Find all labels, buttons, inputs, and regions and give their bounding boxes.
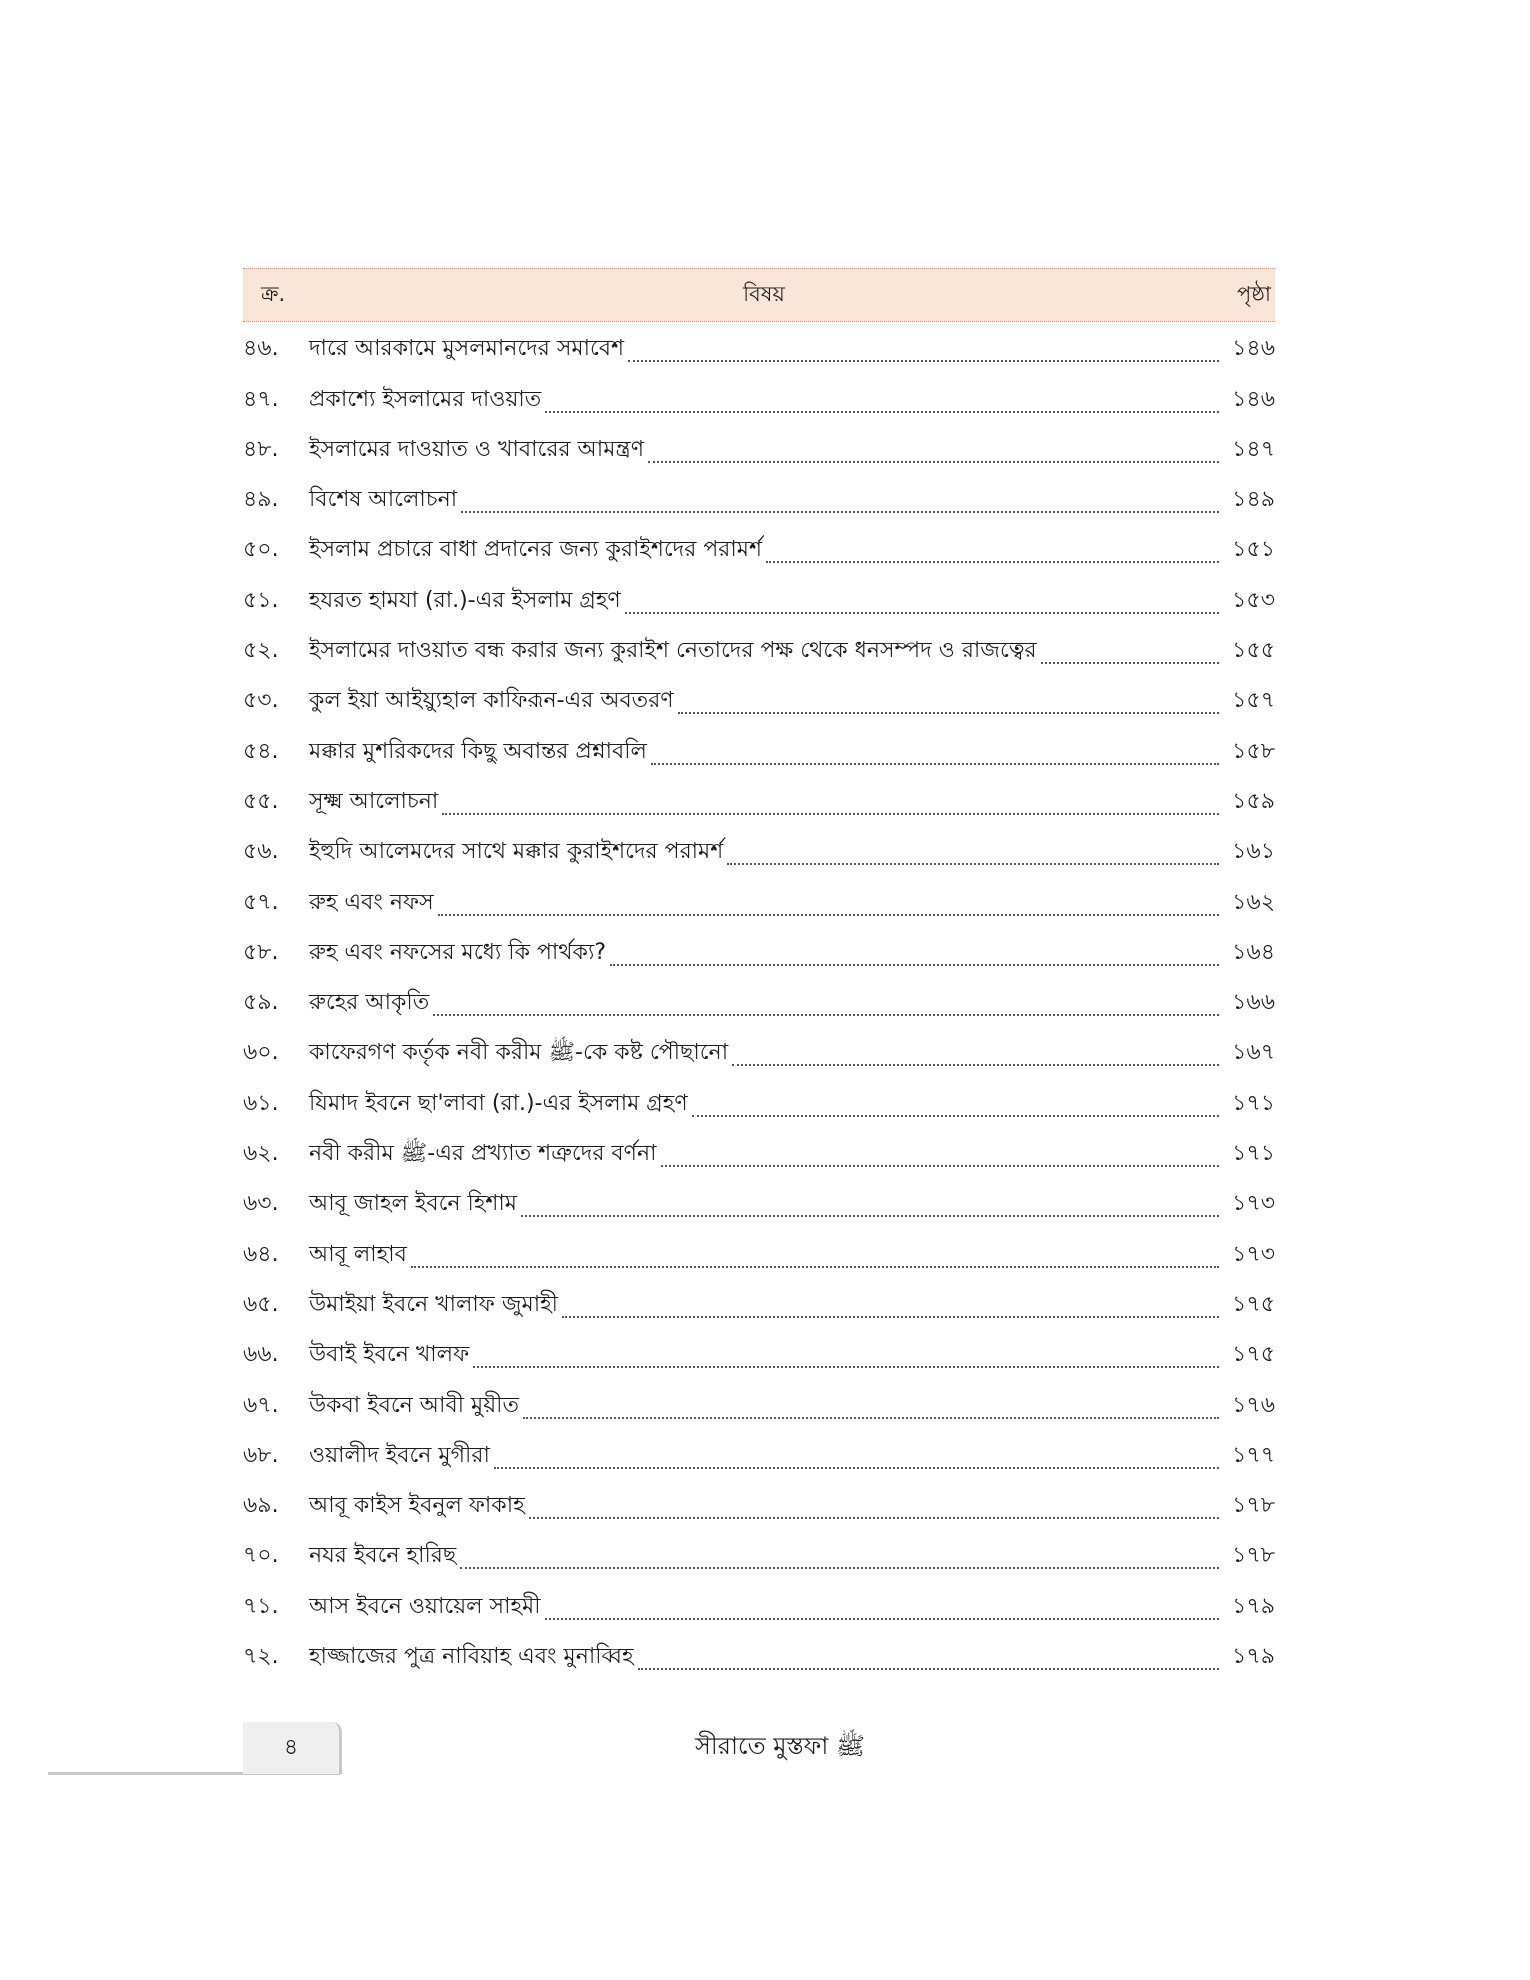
toc-rows: [243, 322, 1275, 1680]
toc-row-number: ৬৪.: [243, 1241, 279, 1267]
toc-row-topic-wrap: [309, 482, 1223, 519]
toc-row-page: ১৬২: [1232, 889, 1275, 915]
header-number: ক্র.: [261, 281, 286, 306]
dot-leader: [438, 914, 1219, 916]
toc-row-number: ৬২.: [243, 1141, 279, 1167]
toc-row: [243, 1579, 1275, 1629]
toc-row: [243, 1227, 1275, 1277]
toc-row-page: ১৭৭: [1232, 1442, 1275, 1468]
toc-row-page: ১৫৯: [1232, 788, 1275, 814]
toc-row-number: ৫৬.: [243, 839, 279, 865]
toc-row-topic-wrap: [309, 382, 1223, 419]
toc-row-topic: হাজ্জাজের পুত্র নাবিয়াহ এবং মুনাব্বিহ: [309, 1644, 634, 1670]
dot-leader: [473, 1366, 1219, 1368]
toc-row-topic: আবূ জাহল ইবনে হিশাম: [309, 1191, 518, 1217]
toc-row-page: ১৭৫: [1232, 1291, 1275, 1317]
toc-row-number: ৬৭.: [243, 1392, 279, 1418]
toc-row-topic: নবী করীম ﷺ-এর প্রখ্যাত শত্রুদের বর্ণনা: [309, 1141, 657, 1167]
toc-row-page: ১৫৫: [1232, 638, 1275, 664]
toc-row-topic-wrap: [309, 1589, 1223, 1626]
toc-row: [243, 1328, 1275, 1378]
toc-row-topic-wrap: [309, 1186, 1223, 1223]
dot-leader: [461, 511, 1219, 513]
toc-row: [243, 926, 1275, 976]
toc-row-topic: ওয়ালীদ ইবনে মুগীরা: [309, 1442, 490, 1468]
toc-row-topic-wrap: [309, 633, 1223, 670]
toc-row-number: ৬৬.: [243, 1342, 279, 1368]
toc-row: [243, 674, 1275, 724]
toc-row-topic: আস ইবনে ওয়ায়েল সাহমী: [309, 1593, 541, 1619]
dot-leader: [638, 1668, 1219, 1670]
toc-row-topic: রুহ এবং নফসের মধ্যে কি পার্থক্য?: [309, 939, 606, 965]
toc-row-page: ১৪৬: [1232, 386, 1275, 412]
toc-row-page: ১৪৭: [1232, 436, 1275, 462]
toc-row-number: ৫৭.: [243, 889, 279, 915]
toc-row-topic: রুহ এবং নফস: [309, 889, 434, 915]
toc-row-topic-wrap: [309, 683, 1223, 720]
toc-row: [243, 473, 1275, 523]
toc-row: [243, 875, 1275, 925]
toc-row-page: ১৪৯: [1232, 487, 1275, 513]
toc-row-topic: প্রকাশ্যে ইসলামের দাওয়াত: [309, 386, 542, 412]
toc-row-topic-wrap: [309, 331, 1223, 368]
toc-row-topic-wrap: [309, 432, 1223, 469]
dot-leader: [545, 411, 1219, 413]
toc-row-topic-wrap: [309, 834, 1223, 871]
toc-row-topic-wrap: [309, 1538, 1223, 1575]
toc-row-topic: ইহুদি আলেমদের সাথে মক্কার কুরাইশদের পরামর্শ: [309, 839, 724, 865]
toc-row: [243, 1429, 1275, 1479]
toc-row-page: ১৭১: [1232, 1090, 1275, 1116]
toc-row-topic-wrap: [309, 1287, 1223, 1324]
toc-row-number: ৬৫.: [243, 1291, 279, 1317]
toc-row-topic-wrap: [309, 1488, 1223, 1525]
toc-row-number: ৫৫.: [243, 788, 279, 814]
toc-row-number: ৬০.: [243, 1040, 279, 1066]
toc-row-topic: বিশেষ আলোচনা: [309, 487, 458, 513]
toc-row-page: ১৭৩: [1232, 1241, 1275, 1267]
dot-leader: [678, 712, 1219, 714]
dot-leader: [610, 964, 1219, 966]
dot-leader: [625, 612, 1219, 614]
toc-row-page: ১৪৬: [1232, 336, 1275, 362]
dot-leader: [442, 813, 1219, 815]
toc-row-number: ৭০.: [243, 1543, 279, 1569]
dot-leader: [523, 1417, 1219, 1419]
toc-header: [243, 268, 1275, 322]
dot-leader: [648, 461, 1219, 463]
toc-row-topic-wrap: [309, 532, 1223, 569]
book-title: সীরাতে মুস্তফা ﷺ: [695, 1732, 865, 1760]
toc-row-number: ৪৮.: [243, 436, 279, 462]
toc-row-page: ১৭৮: [1232, 1543, 1275, 1569]
toc-row-topic: ইসলামের দাওয়াত বন্ধ করার জন্য কুরাইশ নেতাদের পক্ষ থেকে ধনসম্পদ ও রাজত্বের: [309, 638, 1037, 664]
toc-row-topic-wrap: [309, 583, 1223, 620]
toc-row-topic: যিমাদ ইবনে ছা'লাবা (রা.)-এর ইসলাম গ্রহণ: [309, 1090, 688, 1116]
toc-row-number: ৪৯.: [243, 487, 279, 513]
toc-row-topic-wrap: [309, 1086, 1223, 1123]
toc-row: [243, 724, 1275, 774]
dot-leader: [727, 863, 1219, 865]
toc-row-topic-wrap: [309, 1136, 1223, 1173]
toc-row-number: ৫২.: [243, 638, 279, 664]
toc-row-page: ১৭১: [1232, 1141, 1275, 1167]
toc-row-page: ১৬৪: [1232, 939, 1275, 965]
toc-row-page: ১৫৭: [1232, 688, 1275, 714]
toc-row-page: ১৭৫: [1232, 1342, 1275, 1368]
toc-row-page: ১৫১: [1232, 537, 1275, 563]
toc-row: [243, 1026, 1275, 1076]
dot-leader: [529, 1517, 1219, 1519]
toc-row-number: ৫০.: [243, 537, 279, 563]
toc-row-topic-wrap: [309, 734, 1223, 771]
dot-leader: [411, 1266, 1219, 1268]
toc-row-topic: ইসলামের দাওয়াত ও খাবারের আমন্ত্রণ: [309, 436, 644, 462]
toc-row-number: ৭১.: [243, 1593, 279, 1619]
toc-row: [243, 573, 1275, 623]
table-of-contents: [243, 268, 1275, 1680]
toc-row: [243, 423, 1275, 473]
toc-row-topic: উকবা ইবনে আবী মুয়ীত: [309, 1392, 519, 1418]
dot-leader: [521, 1215, 1219, 1217]
toc-row-topic-wrap: [309, 1639, 1223, 1676]
toc-row-topic-wrap: [309, 885, 1223, 922]
toc-row-number: ৭২.: [243, 1644, 279, 1670]
dot-leader: [766, 561, 1219, 563]
toc-row-page: ১৬৭: [1232, 1040, 1275, 1066]
toc-row-number: ৫৪.: [243, 738, 279, 764]
toc-row-topic: মক্কার মুশরিকদের কিছু অবান্তর প্রশ্নাবলি: [309, 738, 647, 764]
toc-row: [243, 1378, 1275, 1428]
toc-row-page: ১৬৬: [1232, 990, 1275, 1016]
toc-row-number: ৪৬.: [243, 336, 279, 362]
toc-row-number: ৫১.: [243, 587, 279, 613]
toc-row: [243, 1076, 1275, 1126]
toc-row-number: ৬৩.: [243, 1191, 279, 1217]
toc-row-page: ১৭৮: [1232, 1493, 1275, 1519]
toc-row: [243, 1529, 1275, 1579]
toc-row-topic: হযরত হামযা (রা.)-এর ইসলাম গ্রহণ: [309, 587, 621, 613]
toc-row: [243, 1278, 1275, 1328]
toc-row-page: ১৭৯: [1232, 1593, 1275, 1619]
toc-row: [243, 1127, 1275, 1177]
toc-row-page: ১৬১: [1232, 839, 1275, 865]
toc-row-page: ১৫৩: [1232, 587, 1275, 613]
toc-row-topic: উমাইয়া ইবনে খালাফ জুমাহী: [309, 1291, 558, 1317]
toc-row: [243, 523, 1275, 573]
toc-row: [243, 1177, 1275, 1227]
header-page: পৃষ্ঠা: [1236, 281, 1271, 306]
page-number-tab: [243, 1722, 342, 1774]
toc-row: [243, 322, 1275, 372]
header-topic: বিষয়: [743, 281, 785, 306]
toc-row-topic: আবূ লাহাব: [309, 1241, 407, 1267]
toc-row: [243, 1630, 1275, 1680]
toc-row-number: ৪৭.: [243, 386, 279, 412]
toc-row-number: ৬৮.: [243, 1442, 279, 1468]
toc-row-page: ১৭৯: [1232, 1644, 1275, 1670]
toc-row-page: ১৫৮: [1232, 738, 1275, 764]
toc-row-topic-wrap: [309, 1438, 1223, 1475]
dot-leader: [1041, 662, 1219, 664]
toc-row-number: ৫৯.: [243, 990, 279, 1016]
dot-leader: [460, 1567, 1219, 1569]
toc-row: [243, 1479, 1275, 1529]
toc-row: [243, 624, 1275, 674]
toc-row-topic-wrap: [309, 985, 1223, 1022]
toc-row-number: ৫৩.: [243, 688, 279, 714]
dot-leader: [692, 1115, 1219, 1117]
toc-row-topic-wrap: [309, 1337, 1223, 1374]
dot-leader: [628, 360, 1219, 362]
toc-row-topic-wrap: [309, 935, 1223, 972]
toc-row-page: ১৭৩: [1232, 1191, 1275, 1217]
toc-row-topic: রুহের আকৃতি: [309, 990, 430, 1016]
toc-row-topic: কুল ইয়া আইয়্যুহাল কাফিরূন-এর অবতরণ: [309, 688, 674, 714]
toc-row-topic: কাফেরগণ কর্তৃক নবী করীম ﷺ-কে কষ্ট পৌছানো: [309, 1040, 729, 1066]
toc-row: [243, 825, 1275, 875]
toc-row-topic-wrap: [309, 1035, 1223, 1072]
toc-row-number: ৬৯.: [243, 1493, 279, 1519]
dot-leader: [562, 1316, 1219, 1318]
toc-row: [243, 372, 1275, 422]
toc-row-topic-wrap: [309, 784, 1223, 821]
toc-row-topic: উবাই ইবনে খালফ: [309, 1342, 470, 1368]
toc-row-topic: নযর ইবনে হারিছ: [309, 1543, 457, 1569]
toc-row-number: ৬১.: [243, 1090, 279, 1116]
toc-row: [243, 775, 1275, 825]
dot-leader: [732, 1064, 1219, 1066]
dot-leader: [651, 763, 1219, 765]
page-number: ৪: [283, 1734, 299, 1760]
toc-row-topic: আবূ কাইস ইবনুল ফাকাহ: [309, 1493, 525, 1519]
dot-leader: [661, 1165, 1220, 1167]
toc-row-page: ১৭৬: [1232, 1392, 1275, 1418]
toc-row-topic: সূক্ষ্ম আলোচনা: [309, 788, 439, 814]
toc-row-topic: ইসলাম প্রচারে বাধা প্রদানের জন্য কুরাইশদের পরামর্শ: [309, 537, 762, 563]
dot-leader: [545, 1618, 1219, 1620]
toc-row: [243, 976, 1275, 1026]
dot-leader: [433, 1014, 1219, 1016]
dot-leader: [494, 1467, 1219, 1469]
toc-row-number: ৫৮.: [243, 939, 279, 965]
toc-row-topic-wrap: [309, 1237, 1223, 1274]
toc-row-topic: দারে আরকামে মুসলমানদের সমাবেশ: [309, 336, 625, 362]
toc-row-topic-wrap: [309, 1388, 1223, 1425]
